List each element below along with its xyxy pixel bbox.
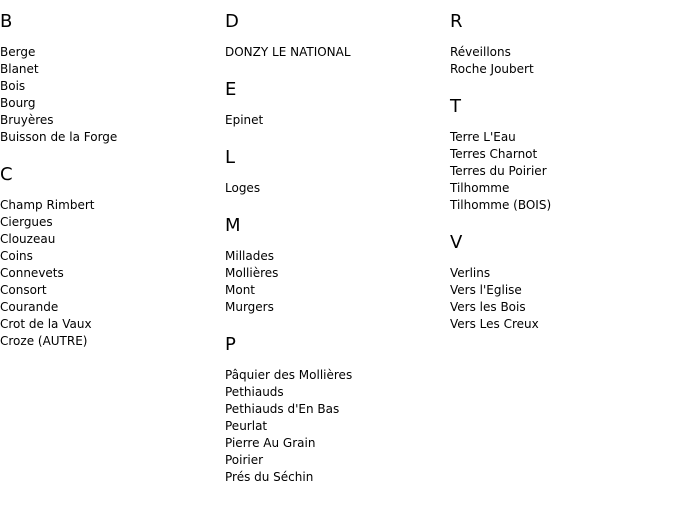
place-link[interactable]: Loges: [225, 181, 261, 195]
place-link[interactable]: Pethiauds: [225, 385, 284, 399]
index-column-1: [0, 10, 225, 367]
place-link[interactable]: Blanet: [0, 62, 39, 76]
place-link[interactable]: Clouzeau: [0, 232, 56, 246]
place-link[interactable]: Champ Rimbert: [0, 198, 95, 212]
place-list: [450, 265, 675, 333]
place-link[interactable]: Bois: [0, 79, 26, 93]
letter-heading: P: [225, 334, 236, 355]
place-list: [225, 180, 450, 197]
place-link[interactable]: Tilhomme: [450, 181, 510, 195]
place-list: [225, 367, 450, 486]
index-column-2: [225, 10, 450, 503]
place-link[interactable]: Poirier: [225, 453, 264, 467]
place-link[interactable]: Verlins: [450, 266, 491, 280]
place-link[interactable]: Murgers: [225, 300, 274, 314]
letter-heading: R: [450, 11, 463, 32]
place-link[interactable]: Crot de la Vaux: [0, 317, 92, 331]
place-link[interactable]: Tilhomme (BOIS): [450, 198, 552, 212]
place-link[interactable]: Terres du Poirier: [450, 164, 547, 178]
place-link[interactable]: Vers l'Eglise: [450, 283, 522, 297]
place-list: [450, 129, 675, 214]
place-link[interactable]: Terres Charnot: [450, 147, 538, 161]
letter-group-b: [0, 10, 225, 146]
place-link[interactable]: Réveillons: [450, 45, 511, 59]
place-link[interactable]: Mont: [225, 283, 256, 297]
place-list: [0, 197, 225, 350]
letter-group-t: [450, 95, 675, 214]
letter-group-d: [225, 10, 450, 61]
place-link[interactable]: Vers Les Creux: [450, 317, 539, 331]
place-link[interactable]: Pethiauds d'En Bas: [225, 402, 340, 416]
place-link[interactable]: Connevets: [0, 266, 64, 280]
place-link[interactable]: DONZY LE NATIONAL: [225, 45, 351, 59]
place-list: [450, 44, 675, 78]
letter-heading: B: [0, 11, 13, 32]
place-link[interactable]: Prés du Séchin: [225, 470, 314, 484]
letter-heading: T: [450, 96, 461, 117]
place-link[interactable]: Coins: [0, 249, 33, 263]
place-link[interactable]: Ciergues: [0, 215, 53, 229]
place-link[interactable]: Peurlat: [225, 419, 268, 433]
letter-group-r: [450, 10, 675, 78]
letter-group-l: [225, 146, 450, 197]
letter-heading: D: [225, 11, 239, 32]
letter-group-c: [0, 163, 225, 350]
place-link[interactable]: Roche Joubert: [450, 62, 534, 76]
letter-heading: E: [225, 79, 237, 100]
letter-heading: M: [225, 215, 241, 236]
place-link[interactable]: Bruyères: [0, 113, 54, 127]
place-link[interactable]: Terre L'Eau: [450, 130, 516, 144]
letter-group-p: [225, 333, 450, 486]
place-link[interactable]: Pâquier des Mollières: [225, 368, 353, 382]
place-link[interactable]: Vers les Bois: [450, 300, 526, 314]
place-link[interactable]: Pierre Au Grain: [225, 436, 316, 450]
place-list: [225, 248, 450, 316]
letter-heading: L: [225, 147, 236, 168]
letter-group-e: [225, 78, 450, 129]
letter-group-m: [225, 214, 450, 316]
place-link[interactable]: Berge: [0, 45, 36, 59]
index-column-3: [450, 10, 675, 350]
place-link[interactable]: Epinet: [225, 113, 264, 127]
letter-group-v: [450, 231, 675, 333]
place-list: [225, 112, 450, 129]
letter-heading: C: [0, 164, 13, 185]
place-link[interactable]: Millades: [225, 249, 274, 263]
letter-heading: V: [450, 232, 463, 253]
place-link[interactable]: Buisson de la Forge: [0, 130, 118, 144]
place-link[interactable]: Croze (AUTRE): [0, 334, 88, 348]
place-link[interactable]: Consort: [0, 283, 47, 297]
place-link[interactable]: Courande: [0, 300, 59, 314]
place-list: [225, 44, 450, 61]
place-link[interactable]: Bourg: [0, 96, 36, 110]
place-link[interactable]: Mollières: [225, 266, 279, 280]
place-list: [0, 44, 225, 146]
